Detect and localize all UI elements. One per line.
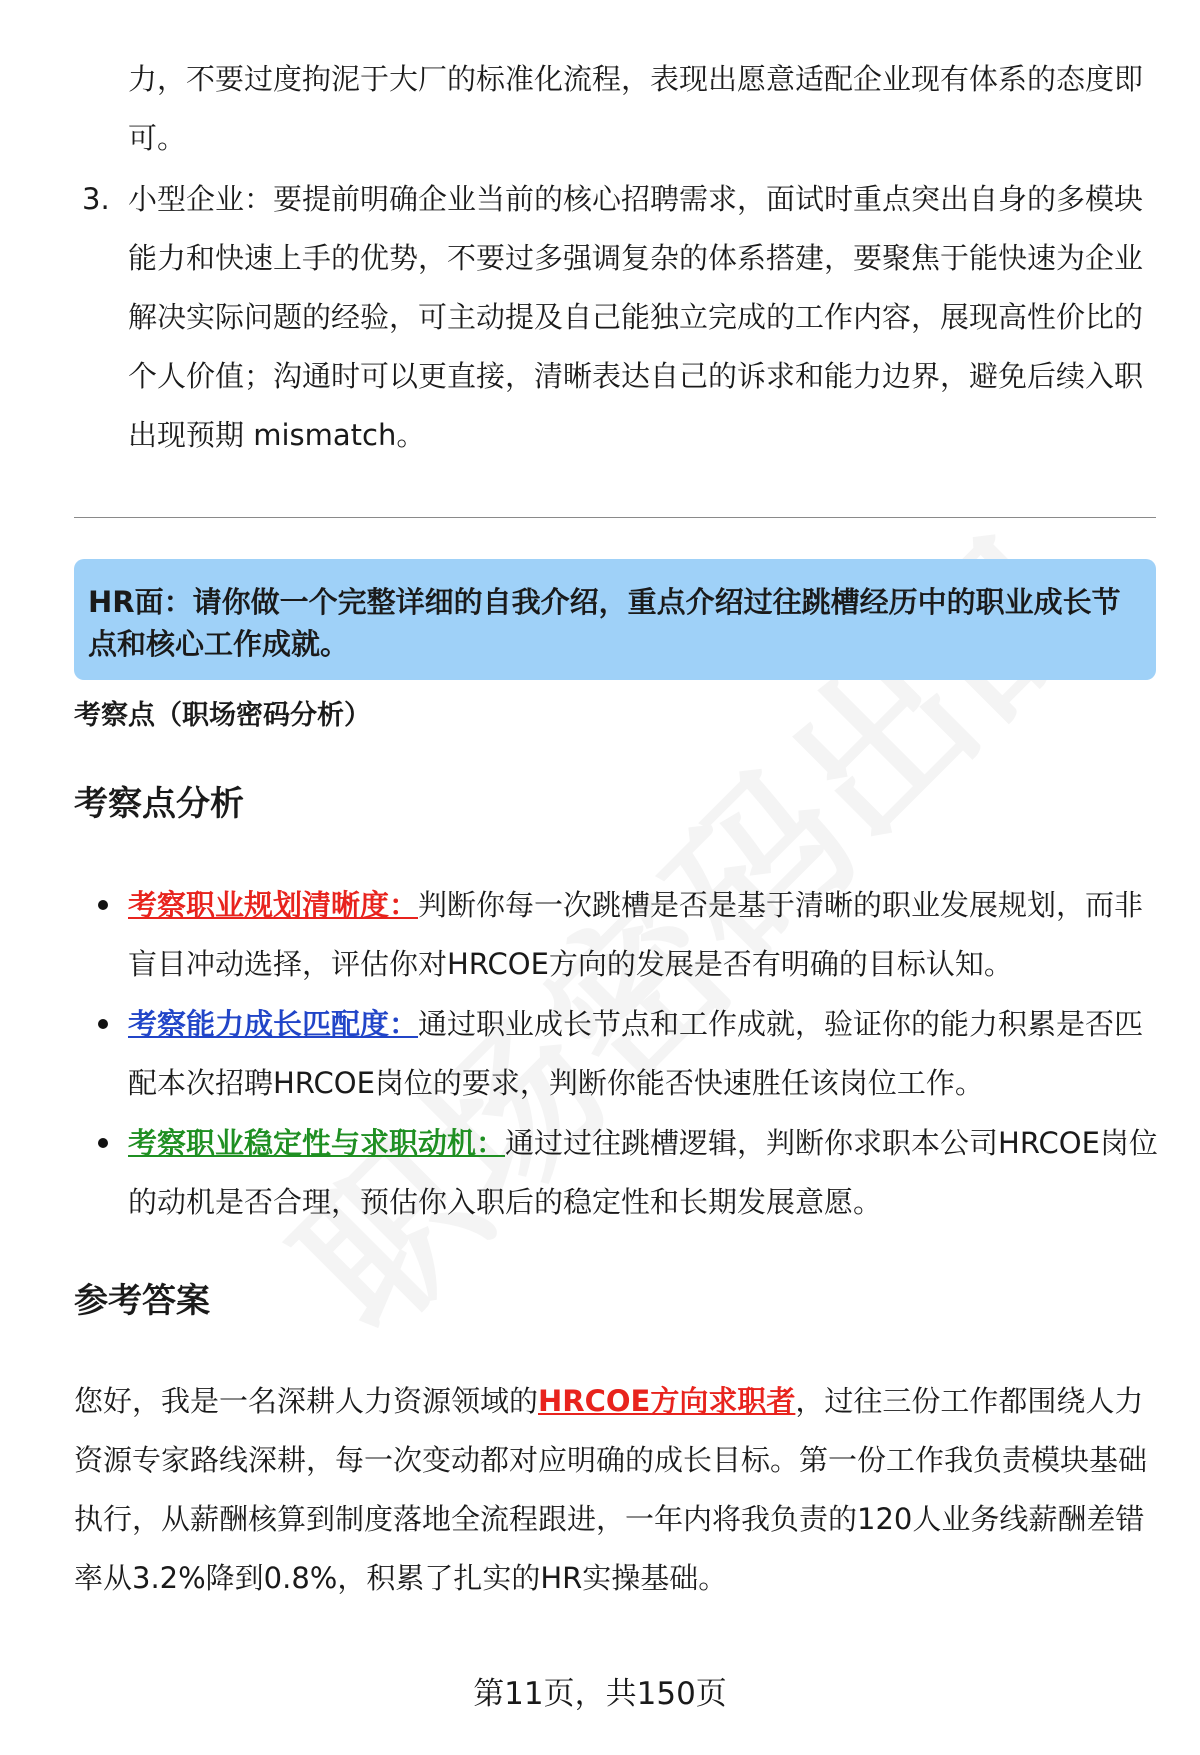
bullet-dot-icon (98, 900, 108, 910)
section-divider (74, 517, 1156, 518)
bullet-item (98, 1114, 1158, 1232)
bullet-keyword: 考察能力成长匹配度： (128, 1007, 419, 1041)
item-text: 小型企业：要提前明确企业当前的核心招聘需求，面试时重点突出自身的多模块能力和快速上手的优势，不要过多强调复杂的体系搭建，要聚焦于能快速为企业解决实际问题的经验，可主动提及自己能独立完成的工作内容，展现高性价比的个人价值；沟通时可以更直接，清晰表达自己的诉求和能力边界，避免后续入职出现预期 mismatch。 (128, 182, 1144, 452)
bullet-item (98, 876, 1158, 994)
bullet-text: 通过过往跳槽逻辑，判断你求职本公司HRCOE岗位的动机是否合理，预估你入职后的稳定性和长期发展意愿。 (128, 1126, 1158, 1219)
bullet-dot-icon (98, 1138, 108, 1148)
bullet-text: 通过职业成长节点和工作成就，验证你的能力积累是否匹配本次招聘HRCOE岗位的要求，判断你能否快速胜任该岗位工作。 (128, 1007, 1144, 1100)
exam-point-label: 考察点（职场密码分析） (74, 700, 371, 731)
analysis-heading: 考察点分析 (74, 784, 244, 824)
answer-text-after: ，过往三份工作都围绕人力资源专家路线深耕，每一次变动都对应明确的成长目标。第一份工作我负责模块基础执行，从薪酬核算到制度落地全流程跟进，一年内将我负责的120人业务线薪酬差错率从3.2%降到0.8%，积累了扎实的HR实操基础。 (74, 1384, 1148, 1595)
continuation-paragraph: 力，不要过度拘泥于大厂的标准化流程，表现出愿意适配企业现有体系的态度即可。 (128, 62, 1144, 155)
bullet-dot-icon (98, 1019, 108, 1029)
answer-paragraph (74, 1372, 1158, 1608)
bullet-item (98, 995, 1158, 1113)
answer-heading: 参考答案 (74, 1281, 210, 1321)
page-footer: 第11页，共150页 (473, 1676, 727, 1712)
answer-highlight: HRCOE方向求职者 (538, 1384, 796, 1418)
analysis-bullet-list (98, 876, 1158, 1233)
bullet-keyword: 考察职业规划清晰度： (128, 888, 419, 922)
bullet-keyword: 考察职业稳定性与求职动机： (128, 1126, 506, 1160)
item-number: 3. (82, 182, 110, 216)
bullet-text: 判断你每一次跳槽是否是基于清晰的职业发展规划，而非盲目冲动选择，评估你对HRCOE方向的发展是否有明确的目标认知。 (128, 888, 1144, 981)
answer-text-before: 您好，我是一名深耕人力资源领域的 (74, 1384, 539, 1418)
question-text: HR面：请你做一个完整详细的自我介绍，重点介绍过往跳槽经历中的职业成长节点和核心工作成就。 (88, 585, 1121, 661)
question-callout (74, 559, 1156, 680)
